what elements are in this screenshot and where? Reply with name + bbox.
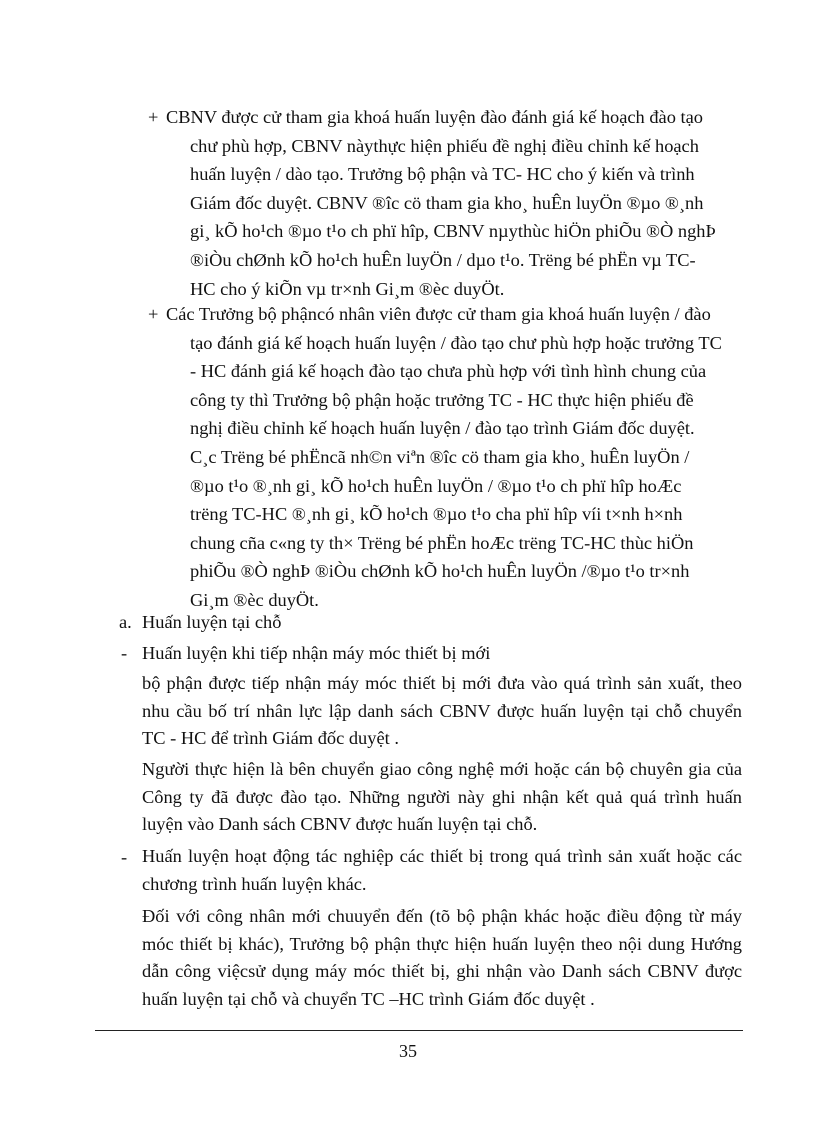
item2-line-5: C¸c Trëng bé phËncã nh©n viªn ®îc cö tham gia kho¸ huÊn luyÖn / xyxy=(190,447,690,467)
item1-line-3: Giám đốc duyệt. CBNV ®îc cö tham gia kho¸ huÊn luyÖn ®µo ®¸nh xyxy=(190,192,704,213)
section-label: a. xyxy=(119,612,132,632)
text-line: luyện vào Danh sách CBNV được huấn luyện tại chỗ. xyxy=(142,814,538,835)
item2-line-9: phiÕu ®Ò nghÞ ®iÒu chØnh kÕ ho¹ch huÊn luyÖn /®µo t¹o tr×nh xyxy=(190,561,690,582)
item2-line-10: Gi¸m ®èc duyÖt. xyxy=(190,590,319,610)
text-line: huấn luyện tại chỗ và chuyển TC –HC trình Giám đốc duyệt . xyxy=(142,988,595,1009)
text-line: Công ty đã được đào tạo. Những người này ghi nhận kết quả quá trình huấn xyxy=(142,786,742,807)
item2-line-3: công ty thì Trưởng bộ phận hoặc trưởng TC - HC thực hiện phiếu đề xyxy=(190,389,694,410)
text-line: Người thực hiện là bên chuyển giao công nghệ mới hoặc cán bộ chuyên gia của xyxy=(142,759,742,779)
dash-marker: - xyxy=(121,643,128,663)
bullet1-paragraph-2 xyxy=(142,756,742,839)
item1-line-6: HC cho ý kiÕn vµ tr×nh Gi¸m ®èc duyÖt. xyxy=(190,278,505,299)
text-line: Đối với công nhân mới chuuyển đến (tõ bộ phận khác hoặc điều động từ máy xyxy=(142,906,742,926)
footer-divider xyxy=(95,1030,743,1031)
text-line: Huấn luyện hoạt động tác nghiệp các thiết bị trong quá trình sản xuất hoặc các xyxy=(142,846,742,866)
text-line: nhu cầu bố trí nhân lực lập danh sách CBNV được huấn luyện tại chỗ chuyển xyxy=(142,700,742,721)
plus-marker: + xyxy=(148,304,159,324)
text-line: móc thiết bị khác), Trưởng bộ phận thực hiện huấn luyện theo nội dung Hướng xyxy=(142,933,742,954)
text-line: chương trình huấn luyện khác. xyxy=(142,873,367,894)
item1-line-2: huấn luyện / dào tạo. Trưởng bộ phận và TC- HC cho ý kiến và trình xyxy=(190,164,695,185)
item1-line-1: chư phù hợp, CBNV nàythực hiện phiếu đề nghị điều chỉnh kế hoạch xyxy=(190,135,699,156)
item1-line-0: CBNV được cử tham gia khoá huấn luyện đào đánh giá kế hoạch đào tạo xyxy=(166,107,703,127)
item2-line-0: Các Trưởng bộ phậncó nhân viên được cử tham gia khoá huấn luyện / đào xyxy=(166,304,711,324)
text-line: dẫn công việcsử dụng máy móc thiết bị, ghi nhận vào Danh sách CBNV được xyxy=(142,961,742,982)
bullet1-title: Huấn luyện khi tiếp nhận máy móc thiết bị mới xyxy=(142,643,491,663)
bullet1-paragraph-1 xyxy=(142,670,742,753)
section-title: Huấn luyện tại chỗ xyxy=(142,612,282,632)
item2-line-2: - HC đánh giá kế hoạch đào tạo chưa phù hợp với tình hình chung của xyxy=(190,361,707,382)
text-line: TC - HC để trình Giám đốc duyệt . xyxy=(142,728,399,749)
dash-marker: - xyxy=(121,847,128,867)
item2-line-1: tạo đánh giá kế hoạch huấn luyện / đào tạo chư phù hợp hoặc trưởng TC xyxy=(190,332,722,353)
item1-line-5: ®iÒu chØnh kÕ ho¹ch huÊn luyÖn / dµo t¹o. Trëng bé phËn vµ TC- xyxy=(190,250,696,270)
item2-line-6: ®µo t¹o ®¸nh gi¸ kÕ ho¹ch huÊn luyÖn / ®µo t¹o ch phï hîp hoÆc xyxy=(190,475,682,496)
item2-line-4: nghị điều chỉnh kế hoạch huấn luyện / đào tạo trình Giám đốc duyệt. xyxy=(190,418,695,439)
item2-line-8: chung cña c«ng ty th× Trëng bé phËn hoÆc trëng TC-HC thùc hiÖn xyxy=(190,532,694,553)
bullet2-paragraph-1 xyxy=(142,903,742,1013)
page-number: 35 xyxy=(399,1041,417,1061)
item2-line-7: trëng TC-HC ®¸nh gi¸ kÕ ho¹ch ®µo t¹o cha phï hîp víi t×nh h×nh xyxy=(190,504,683,525)
text-line: bộ phận được tiếp nhận máy móc thiết bị mới đưa vào quá trình sản xuất, theo xyxy=(142,673,742,693)
plus-marker: + xyxy=(148,107,159,127)
item1-line-4: gi¸ kÕ ho¹ch ®µo t¹o ch phï hîp, CBNV nµythùc hiÖn phiÕu ®Ò nghÞ xyxy=(190,221,716,242)
bullet2-title xyxy=(142,843,742,898)
